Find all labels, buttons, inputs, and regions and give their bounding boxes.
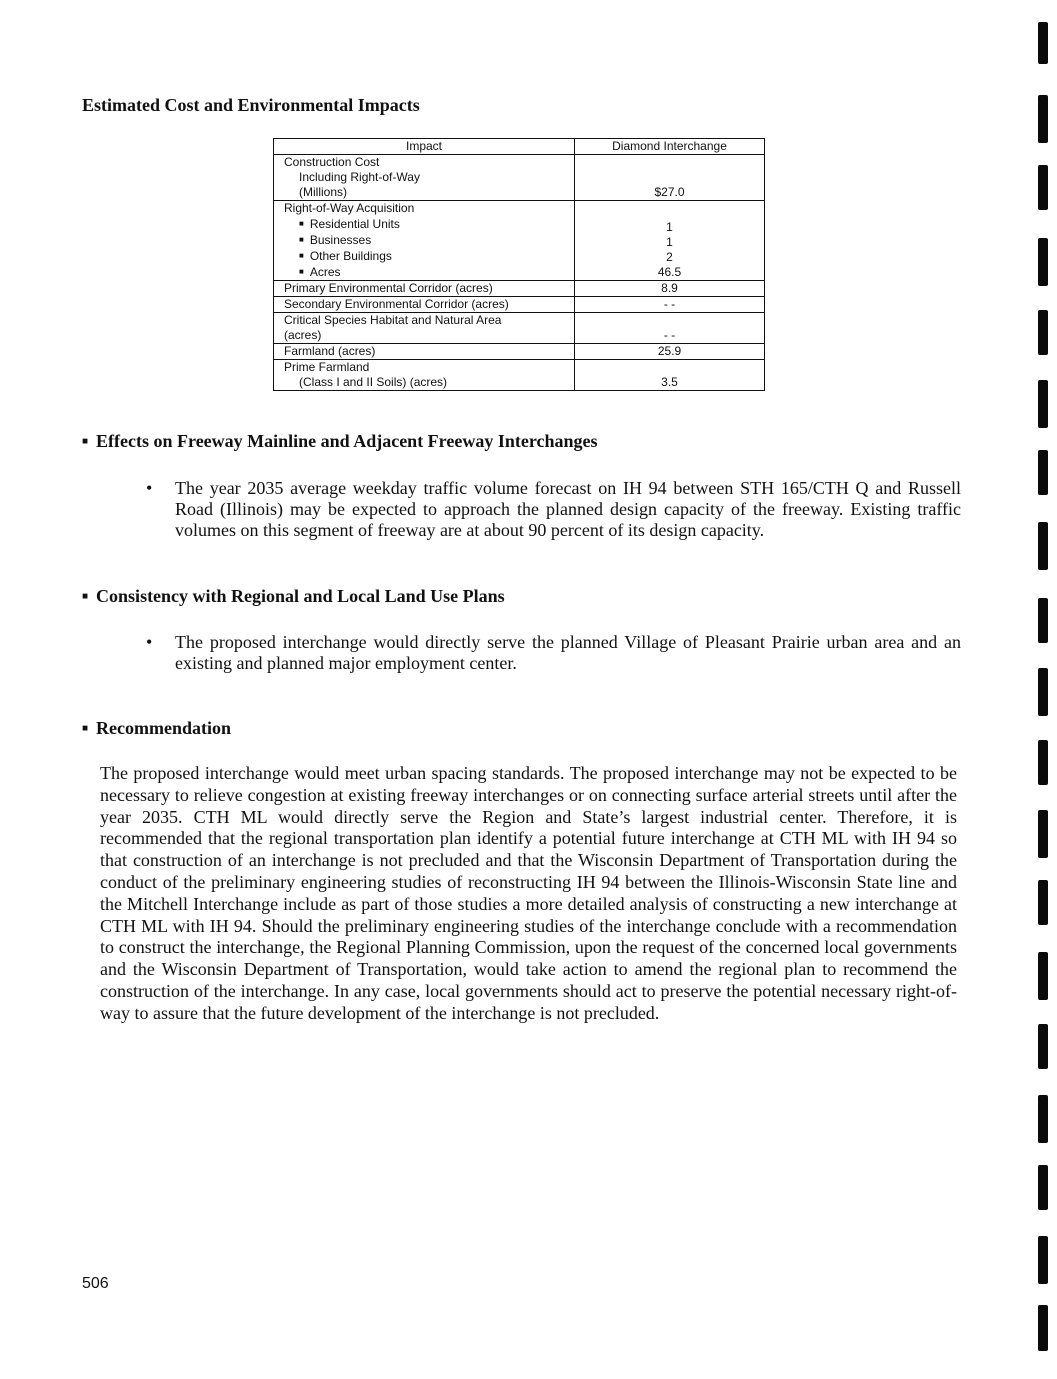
- row-label: (Class I and II Soils) (acres): [299, 375, 448, 389]
- punch-mark: [1038, 598, 1048, 643]
- punch-mark: [1038, 1024, 1048, 1069]
- square-bullet-icon: ■: [299, 219, 304, 228]
- square-bullet-icon: ■: [82, 591, 89, 602]
- row-value: 3.5: [575, 360, 765, 391]
- row-label: Critical Species Habitat and Natural Area: [284, 313, 502, 327]
- row-sublabel: Businesses: [309, 233, 372, 247]
- bullet-dot-icon: •: [146, 632, 153, 652]
- section-heading-recommendation: [82, 718, 231, 739]
- row-value: $27.0: [575, 155, 765, 201]
- list-item: [146, 478, 961, 541]
- punch-mark: [1038, 810, 1048, 858]
- bullet-text: The proposed interchange would directly serve the planned Village of Pleasant Prairie urban area and an existing and planned major employment center.: [175, 632, 961, 673]
- punch-mark: [1038, 95, 1048, 143]
- row-value: - -: [575, 313, 765, 344]
- list-item: [146, 632, 961, 674]
- row-value: 2: [666, 250, 673, 264]
- row-label: Construction Cost: [284, 155, 380, 169]
- header-diamond-interchange: Diamond Interchange: [575, 139, 765, 155]
- row-label: Secondary Environmental Corridor (acres): [274, 297, 575, 313]
- row-sublabel: Acres: [309, 265, 341, 279]
- row-sublabel: Residential Units: [309, 217, 400, 231]
- row-value: 46.5: [657, 265, 682, 279]
- punch-mark: [1038, 238, 1048, 286]
- square-bullet-icon: ■: [299, 235, 304, 244]
- punch-mark: [1038, 450, 1048, 495]
- impacts-table: [273, 138, 765, 391]
- table-header-row: [274, 139, 765, 155]
- bullet-dot-icon: •: [146, 478, 153, 498]
- row-label: Prime Farmland: [284, 360, 370, 374]
- table-row: [274, 344, 765, 360]
- row-value: - -: [575, 297, 765, 313]
- square-bullet-icon: ■: [82, 723, 89, 734]
- square-bullet-icon: ■: [299, 267, 304, 276]
- row-label: (Millions): [299, 185, 347, 199]
- row-value: 25.9: [575, 344, 765, 360]
- punch-mark: [1038, 740, 1048, 785]
- punch-mark: [1038, 310, 1048, 355]
- table-row: [274, 201, 765, 281]
- punch-mark: [1038, 1305, 1048, 1351]
- page-number: 506: [82, 1275, 109, 1292]
- row-label: Right-of-Way Acquisition: [284, 201, 415, 215]
- row-value: 8.9: [575, 281, 765, 297]
- punch-mark: [1038, 380, 1048, 428]
- punch-mark: [1038, 1236, 1048, 1284]
- section-heading-text: Consistency with Regional and Local Land Use Plans: [96, 586, 505, 606]
- punch-mark: [1038, 880, 1048, 925]
- section-heading-text: Effects on Freeway Mainline and Adjacent Freeway Interchanges: [96, 431, 598, 451]
- section-heading-consistency: [82, 586, 505, 607]
- square-bullet-icon: ■: [299, 251, 304, 260]
- punch-mark: [1038, 1165, 1048, 1210]
- punch-mark: [1038, 1095, 1048, 1143]
- square-bullet-icon: ■: [82, 436, 89, 447]
- table-row: [274, 155, 765, 201]
- page-title: Estimated Cost and Environmental Impacts: [82, 95, 420, 115]
- table-row: [274, 281, 765, 297]
- table-row: [274, 360, 765, 391]
- table-row: [274, 297, 765, 313]
- row-value: 1: [666, 235, 673, 249]
- row-sublabel: Other Buildings: [309, 249, 392, 263]
- punch-mark: [1038, 522, 1048, 570]
- header-impact: Impact: [274, 139, 575, 155]
- section-heading-effects: [82, 431, 598, 452]
- punch-mark: [1038, 165, 1048, 210]
- section-heading-text: Recommendation: [96, 718, 232, 738]
- table-row: [274, 313, 765, 344]
- row-value: 1: [666, 220, 673, 234]
- row-label: (acres): [284, 328, 322, 342]
- row-label: Including Right-of-Way: [299, 170, 420, 184]
- row-label: Farmland (acres): [274, 344, 575, 360]
- punch-mark: [1038, 952, 1048, 1000]
- bullet-text: The year 2035 average weekday traffic volume forecast on IH 94 between STH 165/CTH Q and Russell Road (Illinois) may be expected to approach the planned design capacity of the freeway. Existing traffic volumes on this segment of freeway are at about 90 percent of its design capacity.: [175, 478, 961, 540]
- punch-mark: [1038, 668, 1048, 716]
- punch-mark: [1038, 22, 1048, 64]
- recommendation-paragraph: The proposed interchange would meet urban spacing standards. The proposed interchange may not be expected to be necessary to relieve congestion at existing freeway interchanges or on connecting surface arterial streets until after the year 2035. CTH ML would directly serve the Region and State’s largest industrial center. Therefore, it is recommended that the regional transportation plan identify a potential future interchange at CTH ML with IH 94 so that construction of an interchange is not precluded and that the Wisconsin Department of Transportation during the conduct of the preliminary engineering studies of reconstructing IH 94 between the Illinois-Wisconsin State line and the Mitchell Interchange include as part of those studies a more detailed analysis of constructing a new interchange at CTH ML with IH 94. Should the preliminary engineering studies of the interchange conclude with a recommendation to construct the interchange, the Regional Planning Commission, upon the request of the concerned local governments and the Wisconsin Department of Transportation, would take action to amend the regional plan to recommend the construction of the interchange. In any case, local governments should act to preserve the potential necessary right-of-way to assure that the future development of the interchange is not precluded.: [100, 763, 957, 1023]
- row-label: Primary Environmental Corridor (acres): [274, 281, 575, 297]
